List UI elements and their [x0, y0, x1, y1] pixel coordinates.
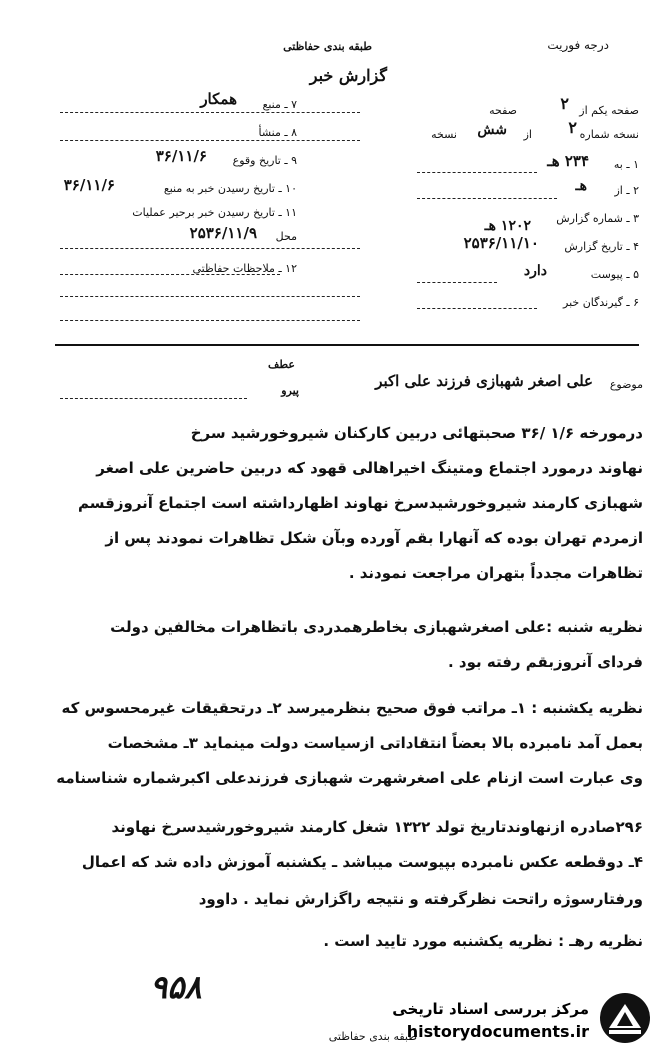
field-source-label: ۷ ـ منبع [262, 98, 297, 111]
dashed-line [417, 308, 537, 309]
header-divider [55, 344, 639, 346]
body-line: ورفتارسوژه راتحت نظرگرفته و نتیجه راگزارش نماید . داوود [198, 890, 643, 908]
dashed-line [60, 296, 360, 297]
body-line: تظاهرات مجدداً بتهران مراجعت نمودند . [348, 564, 643, 582]
field-report-number-label: ۳ ـ شماره گزارش [556, 212, 639, 225]
watermark-title: مرکز بررسی اسناد تاریخی [392, 1000, 589, 1018]
field-attachment-label: ۵ ـ پیوست [590, 268, 639, 281]
dashed-line [60, 274, 280, 275]
watermark-url: historydocuments.ir [406, 1022, 589, 1041]
copy-number-suffix: نسخه [431, 128, 457, 141]
subject-annotation-top: عطف [268, 358, 295, 371]
page-of-suffix: صفحه [489, 104, 517, 117]
field-place-label: محل [275, 230, 297, 243]
dashed-line [417, 198, 557, 199]
subject-annotation-bottom: پیرو [281, 384, 299, 397]
field-occurrence-date-value: ۳۶/۱۱/۶ [155, 147, 207, 165]
handwritten-number: ۹۵۸ [150, 968, 202, 1006]
field-origin-label: ۸ ـ منشأ [258, 126, 297, 139]
dashed-line [60, 320, 360, 321]
body-line: ازمردم تهران بوده که آنهارا بقم آورده وبآن شکل تظاهرات نمودند پس از [105, 529, 643, 547]
dashed-line [60, 112, 360, 113]
archive-logo-icon [597, 990, 653, 1046]
body-line: ۲۹۶صادره ازنهاوندتاریخ تولد ۱۳۲۲ شغل کارمند شیروخورشیدسرخ نهاوند [111, 818, 643, 836]
body-line: ۴ـ دوقطعه عکس نامبرده بپیوست میباشد ـ یکشنبه آموزش داده شد که اعمال [81, 853, 643, 871]
field-received-ops-label: ۱۱ ـ تاریخ رسیدن خبر برحیر عملیات [132, 206, 297, 219]
classification-bottom: طبقه بندی حفاظتی [328, 1030, 417, 1043]
copy-number-value: ۲ [568, 118, 577, 137]
field-from-label: ۲ ـ از [614, 184, 639, 197]
field-recipients-label: ۶ ـ گیرندگان خبر [563, 296, 639, 309]
subject-text: علی اصغر شهبازی فرزند علی اکبر [375, 372, 593, 390]
field-report-date-value: ۲۵۳۶/۱۱/۱۰ [463, 234, 539, 252]
dashed-line [60, 248, 360, 249]
page-of-label: صفحه یکم از [579, 104, 639, 117]
field-occurrence-date-label: ۹ ـ تاریخ وقوع [232, 154, 297, 167]
field-attachment-value: دارد [523, 263, 547, 279]
page-of-value: ۲ [560, 94, 569, 113]
field-report-date-label: ۴ ـ تاریخ گزارش [564, 240, 639, 253]
classification-top: طبقه بندی حفاظتی [283, 40, 372, 53]
body-line: فردای آنروزبقم رفته بود . [448, 653, 643, 671]
body-line: درمورخه ۱/۶ /۳۶ صحبتهائی دربین کارکنان شیروخورشید سرخ [190, 424, 643, 442]
body-line: نظریه یکشنبه : ۱ـ مراتب فوق صحیح بنظرمیرسد ۲ـ درتحقیقات غیرمحسوس که [61, 699, 643, 717]
dashed-line [60, 398, 247, 399]
copy-number-total: شش [477, 122, 507, 138]
field-received-by-source-value: ۳۶/۱۱/۶ [63, 176, 115, 194]
body-line: نظریه شنبه :علی اصغرشهبازی بخاطرهمدردی باتظاهرات مخالفین دولت [110, 618, 643, 636]
dashed-line [60, 140, 360, 141]
field-to-label: ۱ ـ به [613, 158, 639, 171]
body-line: نهاوند درمورد اجتماع ومتینگ اخیراهالی قهود که دربین حاضرین علی اصغر [96, 459, 643, 477]
body-line: نظریه رهـ : نظریه یکشنبه مورد تایید است . [323, 932, 643, 950]
copy-number-label: نسخه شماره [579, 128, 639, 141]
body-line: بعمل آمد نامبرده بالا بعضاً انتقاداتی ازسیاست دولت مینماید ۳ـ مشخصات [107, 734, 643, 752]
field-source-value: همکار [200, 90, 237, 108]
urgency-label: درجه فوریت [547, 38, 609, 52]
body-line: شهبازی کارمند شیروخورشیدسرخ نهاوند اظهارداشته است اجتماع آنروزقسم [78, 494, 643, 512]
field-from-value: هـ [575, 178, 587, 194]
copy-number-of: از [523, 128, 532, 141]
field-to-value: ۲۳۴ هـ [547, 152, 589, 170]
body-line: وی عبارت است ازنام علی اصغرشهرت شهبازی فرزندعلی اکبرشماره شناسنامه [56, 769, 643, 787]
field-security-notes-label: ۱۲ ـ ملاحظات حفاظتی [192, 262, 297, 275]
field-place-value: ۲۵۳۶/۱۱/۹ [189, 224, 257, 242]
field-report-number-value: ۱۲۰۲ هـ [484, 218, 531, 234]
subject-label: موضوع [609, 378, 643, 391]
field-received-by-source-label: ۱۰ ـ تاریخ رسیدن خبر به منبع [163, 182, 297, 195]
form-title: گزارش خبر [309, 66, 387, 85]
dashed-line [417, 282, 497, 283]
dashed-line [417, 172, 537, 173]
